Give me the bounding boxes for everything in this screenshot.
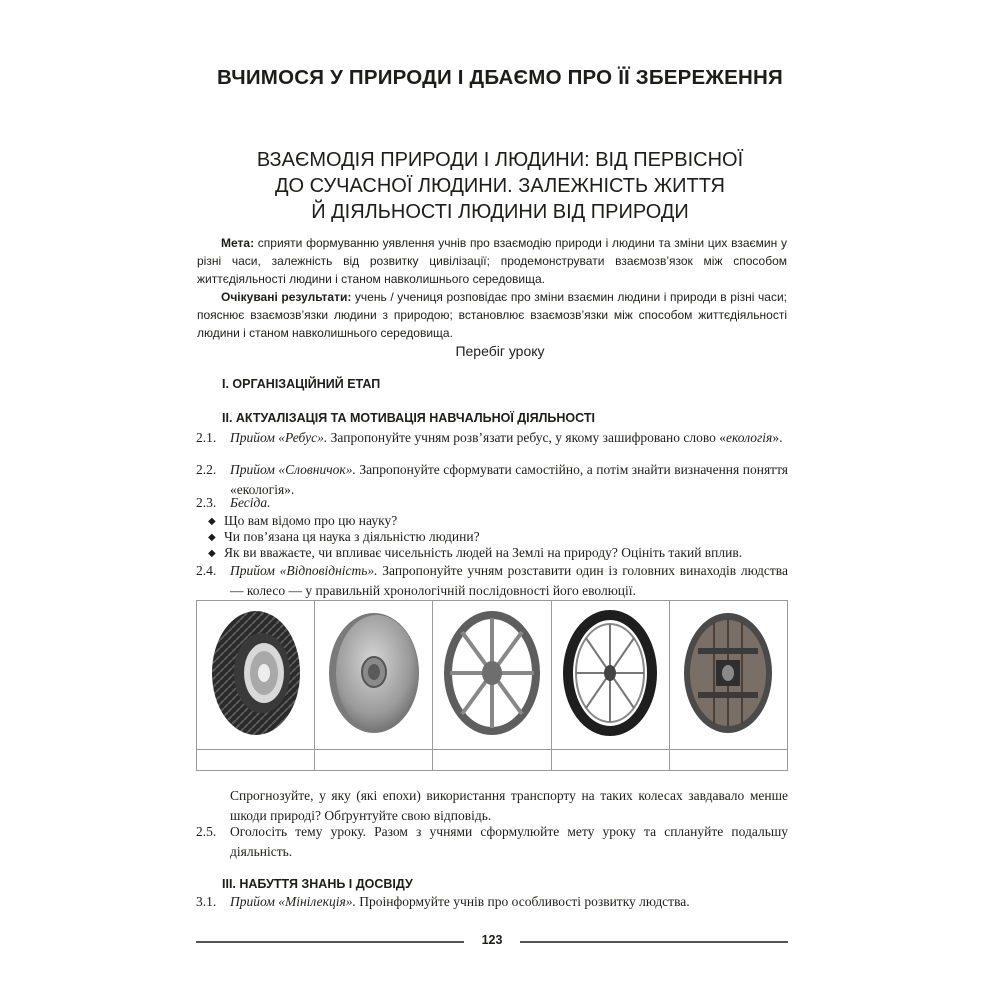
step-text: Оголосіть тему уроку. Разом з учнями сформулюйте мету уроку та сплануйте подальшу діяльність.	[230, 824, 788, 859]
goal-label: Мета:	[221, 236, 255, 250]
stone-wheel-icon	[324, 608, 424, 738]
diamond-bullet-icon: ◆	[208, 516, 216, 527]
step-method: Бесіда.	[230, 495, 271, 510]
stage-heading: ІІІ. НАБУТТЯ ЗНАНЬ І ДОСВІДУ	[222, 877, 413, 891]
answer-cell[interactable]	[669, 750, 787, 771]
predict-text: Спрогнозуйте, у яку (які епохи) використання транспорту на таких колесах завдавало менше шкоди природі? Обґрунтуйте свою відповідь.	[230, 788, 788, 823]
step-method: Прийом «Мінілекція».	[230, 894, 356, 909]
lesson-title-line: Й ДІЯЛЬНОСТІ ЛЮДИНИ ВІД ПРИРОДИ	[311, 201, 689, 223]
step-text: Проінформуйте учнів про особливості розвитку людства.	[355, 894, 690, 909]
lesson-title-line: ДО СУЧАСНОЇ ЛЮДИНИ. ЗАЛЕЖНІСТЬ ЖИТТЯ	[275, 175, 725, 197]
wooden-spoked-wheel-icon	[442, 608, 542, 738]
chapter-title: ВЧИМОСЯ У ПРИРОДИ І ДБАЄМО ПРО ЇЇ ЗБЕРЕЖЕННЯ	[217, 66, 783, 89]
step-number: 2.5.	[196, 824, 217, 839]
step-number: 2.1.	[196, 430, 217, 445]
step-text: Запропонуйте учням розставити один із головних винаходів людства — колесо — у правильній хронологічній послідовності його еволюції.	[230, 563, 788, 598]
page-number: 123	[481, 933, 503, 947]
goal-paragraph	[197, 234, 787, 288]
step-text: Запропонуйте сформувати самостійно, а потім знайти визначення поняття «екологія».	[230, 462, 788, 497]
question-item: ◆ Чи пов’язана ця наука з діяльністю людини?	[208, 527, 480, 548]
footer-rule	[520, 941, 788, 943]
diamond-bullet-icon: ◆	[208, 548, 216, 559]
plank-wheel-icon	[678, 608, 778, 738]
step-number: 2.2.	[196, 462, 217, 477]
step-2-3	[196, 493, 788, 513]
stage-heading: ІІ. АКТУАЛІЗАЦІЯ ТА МОТИВАЦІЯ НАВЧАЛЬНОЇ ДІЯЛЬНОСТІ	[222, 411, 595, 425]
wheel-cell	[197, 601, 315, 750]
step-3-1	[196, 892, 788, 912]
step-number: 2.3.	[196, 495, 217, 510]
predict-paragraph	[196, 786, 788, 826]
question-item: ◆ Як ви вважаєте, чи впливає чисельність людей на Землі на природу? Оцініть такий вплив.	[208, 543, 742, 564]
footer-rule	[196, 941, 464, 943]
wheel-cell	[433, 601, 551, 750]
step-text: Запропонуйте учням розв’язати ребус, у якому зашифровано слово «	[327, 430, 726, 445]
lesson-title-line: ВЗАЄМОДІЯ ПРИРОДИ І ЛЮДИНИ: ВІД ПЕРВІСНОЇ	[256, 149, 744, 171]
step-2-4	[196, 561, 788, 601]
step-keyword: екологія	[726, 430, 773, 445]
lesson-course-heading: Перебіг уроку	[455, 343, 545, 359]
step-method: Прийом «Ребус».	[230, 430, 328, 445]
answer-cell[interactable]	[315, 750, 433, 771]
wheel-cell	[669, 601, 787, 750]
bicycle-wheel-icon	[560, 608, 660, 738]
answer-cell[interactable]	[433, 750, 551, 771]
step-method: Прийом «Відповідність».	[230, 563, 378, 578]
wheel-cell	[551, 601, 669, 750]
results-paragraph	[197, 288, 787, 342]
results-text: учень / учениця розповідає про зміни взаємин людини і природи в різні часи; пояснює взаємозв’язки людини з природою; встановлює взаємозв’язки між способом життєдіяльності людини і станом навколишнього середовища.	[197, 290, 787, 340]
wheels-table	[196, 600, 788, 771]
step-text: ».	[772, 430, 783, 445]
question-item: ◆ Що вам відомо про цю науку?	[208, 511, 397, 532]
step-method: Прийом «Словничок».	[230, 462, 356, 477]
step-2-1	[196, 428, 788, 448]
lesson-title	[200, 147, 800, 225]
car-tire-icon	[208, 608, 304, 738]
step-2-5	[196, 822, 788, 862]
step-number: 2.4.	[196, 563, 217, 578]
stage-heading: І. ОРГАНІЗАЦІЙНИЙ ЕТАП	[222, 377, 381, 391]
step-number: 3.1.	[196, 894, 217, 909]
answer-cell[interactable]	[197, 750, 315, 771]
answer-cell[interactable]	[551, 750, 669, 771]
diamond-bullet-icon: ◆	[208, 532, 216, 543]
wheel-cell	[315, 601, 433, 750]
goal-text: сприяти формуванню уявлення учнів про взаємодію природи і людини та зміни цих взаємин у різні часи, залежність від розвитку цивілізації; продемонструвати взаємозв’язок між способом життєдіяльності людини і станом навколишнього середовища.	[197, 236, 787, 286]
results-label: Очікувані результати:	[221, 290, 352, 304]
